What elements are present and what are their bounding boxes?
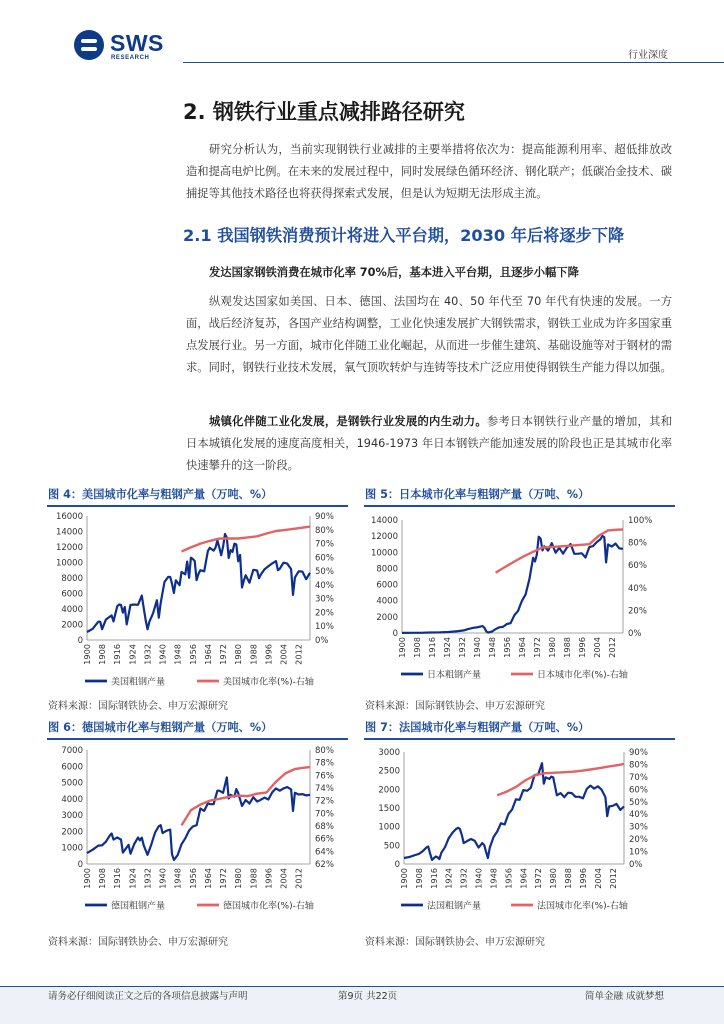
y-left-tick-label: 0 bbox=[77, 636, 83, 646]
y-left-tick-label: 2000 bbox=[61, 827, 83, 838]
paragraph-development: 纵观发达国家如美国、日本、德国、法国均在 40、50 年代至 70 年代有快速的发展。一方面，战后经济复苏，各国产业结构调整，工业化快速发展扩大钢铁需求，钢铁工业成为许多国家重点发展行业。另一方面，城市化伴随工业化崛起，从而进一步催生建筑、基础设施等对于钢材的需求。同时，钢铁行业技术发展，氧气顶吹转炉与连铸等技术广泛应用使得钢铁生产能力得以加强。 bbox=[186, 295, 672, 374]
y-right-tick-label: 68% bbox=[315, 822, 334, 832]
x-tick-label: 1900 bbox=[399, 868, 409, 889]
x-tick-label: 1996 bbox=[263, 868, 274, 889]
section-title: 2. 钢铁行业重点减排路径研究 bbox=[183, 100, 465, 124]
footer-slogan: 简单金融 成就梦想 bbox=[585, 991, 665, 1002]
y-left-tick-label: 8000 bbox=[376, 564, 398, 575]
y-right-tick-label: 76% bbox=[315, 771, 334, 782]
paragraph-urbanization-text: 参考日本钢铁行业产量的增加，其和日本城镇化发展的速度高度相关，1946-1973 年日本钢铁产能加速发展的阶段也正是其城市化率快速攀升的这一阶段。 bbox=[186, 415, 672, 472]
y-left-tick-label: 3000 bbox=[378, 748, 400, 758]
x-tick-label: 1900 bbox=[82, 868, 92, 889]
y-left-tick-label: 16000 bbox=[55, 512, 83, 522]
y-right-tick-label: 0% bbox=[628, 629, 642, 639]
y-left-tick-label: 0 bbox=[392, 629, 398, 639]
figure-5-rule bbox=[364, 505, 675, 507]
y-right-tick-label: 80% bbox=[628, 538, 647, 549]
y-right-tick-label: 72% bbox=[315, 796, 334, 807]
y-right-tick-label: 40% bbox=[315, 580, 334, 591]
x-tick-label: 1972 bbox=[531, 637, 542, 658]
x-tick-label: 1948 bbox=[172, 868, 183, 889]
y-right-tick-label: 62% bbox=[315, 860, 334, 870]
paragraph-urbanization-bold: 城镇化伴随工业化发展，是钢铁行业发展的内生动力。 bbox=[209, 415, 487, 428]
y-left-tick-label: 12000 bbox=[55, 543, 83, 553]
intro-paragraph: 研究分析认为，当前实现钢铁行业减排的主要举措将依次为：提高能源利用率、超低排放改造和提高电炉比例。在未来的发展过程中，同时发展绿色循环经济、钢化联产；低碳冶金技术、碳捕捉等其他技术路径也将获得探索式发展，但是认为短期无法形成主流。 bbox=[186, 143, 672, 200]
x-tick-label: 1956 bbox=[501, 637, 512, 658]
x-tick-label: 1948 bbox=[486, 637, 497, 658]
legend-label: 美国城市化率(%)-右轴 bbox=[223, 677, 314, 688]
y-right-tick-label: 100% bbox=[628, 516, 653, 526]
y-right-tick-label: 80% bbox=[629, 760, 648, 771]
x-tick-label: 1924 bbox=[127, 644, 138, 665]
x-tick-label: 1932 bbox=[142, 644, 153, 665]
y-right-tick-label: 60% bbox=[315, 553, 334, 564]
x-tick-label: 1948 bbox=[488, 868, 499, 889]
y-right-tick-label: 66% bbox=[315, 834, 334, 845]
x-tick-label: 1940 bbox=[157, 644, 168, 665]
x-tick-label: 1908 bbox=[411, 637, 422, 658]
y-right-tick-label: 70% bbox=[315, 809, 334, 820]
figure-5-title: 图 5：日本城市化率与粗钢产量（万吨、%） bbox=[365, 488, 590, 501]
y-left-tick-label: 14000 bbox=[370, 516, 398, 526]
x-tick-label: 1900 bbox=[397, 637, 407, 658]
footer-page-number: 第9页 共22页 bbox=[338, 991, 398, 1002]
y-right-tick-label: 30% bbox=[315, 594, 334, 605]
x-tick-label: 1988 bbox=[248, 644, 259, 665]
x-tick-label: 1948 bbox=[172, 644, 183, 665]
y-left-tick-label: 12000 bbox=[370, 532, 398, 543]
figure-4-source: 资料来源：国际钢铁协会、申万宏源研究 bbox=[48, 701, 228, 712]
x-tick-label: 1980 bbox=[548, 868, 559, 889]
us-steel-urbanization-chart bbox=[47, 508, 348, 692]
steel-output-line bbox=[87, 777, 310, 860]
legend-label: 美国粗钢产量 bbox=[111, 677, 166, 688]
x-tick-label: 1916 bbox=[112, 644, 123, 665]
paragraph-urbanization bbox=[186, 411, 672, 477]
y-left-tick-label: 10000 bbox=[370, 548, 398, 559]
logo-subtext: RESEARCH bbox=[111, 55, 150, 61]
x-tick-label: 1924 bbox=[127, 868, 138, 889]
x-tick-label: 2012 bbox=[606, 637, 617, 658]
figure-5-source: 资料来源：国际钢铁协会、申万宏源研究 bbox=[365, 701, 545, 712]
x-tick-label: 1980 bbox=[233, 868, 244, 889]
sws-logo bbox=[74, 30, 174, 66]
x-tick-label: 1916 bbox=[428, 868, 439, 889]
y-left-tick-label: 7000 bbox=[61, 746, 83, 756]
report-type-tag: 行业深度 bbox=[628, 50, 668, 61]
x-tick-label: 1916 bbox=[426, 637, 437, 658]
y-right-tick-label: 90% bbox=[629, 748, 648, 758]
x-tick-label: 1940 bbox=[473, 868, 484, 889]
figure-4-rule bbox=[47, 505, 348, 507]
x-tick-label: 2012 bbox=[293, 644, 304, 665]
figure-6-source: 资料来源：国际钢铁协会、申万宏源研究 bbox=[48, 937, 228, 948]
y-right-tick-label: 10% bbox=[315, 622, 334, 633]
y-right-tick-label: 60% bbox=[629, 785, 648, 796]
figure-7-source: 资料来源：国际钢铁协会、申万宏源研究 bbox=[365, 937, 545, 948]
x-tick-label: 1964 bbox=[202, 868, 213, 889]
y-right-tick-label: 10% bbox=[629, 847, 648, 858]
y-left-tick-label: 0 bbox=[394, 860, 400, 870]
figure-4-title: 图 4：美国城市化率与粗钢产量（万吨、%） bbox=[48, 488, 273, 501]
japan-steel-urbanization-chart bbox=[364, 508, 675, 692]
y-left-tick-label: 14000 bbox=[55, 527, 83, 538]
x-tick-label: 1980 bbox=[546, 637, 557, 658]
y-left-tick-label: 3000 bbox=[61, 811, 83, 822]
france-steel-urbanization-chart bbox=[364, 741, 675, 927]
figure-6-rule bbox=[47, 738, 348, 740]
legend-label: 法国城市化率(%)-右轴 bbox=[537, 901, 628, 912]
x-tick-label: 1988 bbox=[561, 637, 572, 658]
footer-disclaimer: 请务必仔细阅读正文之后的各项信息披露与声明 bbox=[48, 991, 248, 1002]
x-tick-label: 1940 bbox=[471, 637, 482, 658]
page-header bbox=[0, 0, 724, 66]
urbanization-rate-line bbox=[497, 764, 624, 795]
y-right-tick-label: 40% bbox=[628, 583, 647, 594]
subsection-title: 2.1 我国钢铁消费预计将进入平台期，2030 年后将逐步下降 bbox=[183, 226, 625, 245]
y-right-tick-label: 80% bbox=[315, 746, 334, 756]
x-tick-label: 1996 bbox=[577, 868, 588, 889]
x-tick-label: 2012 bbox=[293, 868, 304, 889]
urbanization-rate-line bbox=[182, 527, 311, 552]
figure-7-title: 图 7：法国城市化率与粗钢产量（万吨、%） bbox=[365, 721, 590, 734]
germany-steel-urbanization-chart bbox=[47, 741, 348, 927]
y-right-tick-label: 74% bbox=[315, 784, 334, 794]
y-left-tick-label: 1000 bbox=[61, 843, 83, 854]
x-tick-label: 1996 bbox=[263, 644, 274, 665]
y-left-tick-label: 8000 bbox=[61, 574, 83, 584]
y-right-tick-label: 40% bbox=[629, 810, 648, 821]
y-right-tick-label: 64% bbox=[315, 847, 334, 858]
y-left-tick-label: 1000 bbox=[378, 822, 400, 833]
x-tick-label: 1988 bbox=[248, 868, 259, 889]
y-right-tick-label: 80% bbox=[315, 525, 334, 536]
y-right-tick-label: 20% bbox=[315, 608, 334, 619]
y-left-tick-label: 2500 bbox=[378, 766, 400, 777]
legend-label: 日本粗钢产量 bbox=[427, 670, 482, 681]
x-tick-label: 1964 bbox=[202, 644, 213, 665]
legend-label: 日本城市化率(%)-右轴 bbox=[537, 670, 628, 681]
y-left-tick-label: 2000 bbox=[378, 785, 400, 796]
x-tick-label: 1972 bbox=[218, 644, 229, 665]
y-right-tick-label: 0% bbox=[629, 860, 643, 870]
x-tick-label: 2004 bbox=[278, 868, 289, 889]
x-tick-label: 1964 bbox=[518, 868, 529, 889]
x-tick-label: 1980 bbox=[233, 644, 244, 665]
x-tick-label: 1988 bbox=[563, 868, 574, 889]
x-tick-label: 1996 bbox=[576, 637, 587, 658]
x-tick-label: 1972 bbox=[533, 868, 544, 889]
x-tick-label: 1908 bbox=[97, 644, 108, 665]
x-tick-label: 1956 bbox=[187, 644, 198, 665]
x-tick-label: 1900 bbox=[82, 644, 92, 665]
x-tick-label: 2012 bbox=[607, 868, 618, 889]
x-tick-label: 2004 bbox=[591, 637, 602, 658]
x-tick-label: 1924 bbox=[441, 637, 452, 658]
y-left-tick-label: 2000 bbox=[376, 612, 398, 623]
y-right-tick-label: 50% bbox=[315, 567, 334, 578]
x-tick-label: 1908 bbox=[97, 868, 108, 889]
y-left-tick-label: 6000 bbox=[61, 589, 83, 600]
y-right-tick-label: 0% bbox=[315, 636, 329, 646]
x-tick-label: 1940 bbox=[157, 868, 168, 889]
legend-label: 德国粗钢产量 bbox=[111, 901, 166, 912]
y-left-tick-label: 2000 bbox=[61, 620, 83, 631]
y-left-tick-label: 0 bbox=[77, 860, 83, 870]
header-divider bbox=[183, 62, 724, 63]
y-left-tick-label: 4000 bbox=[376, 596, 398, 607]
y-left-tick-label: 10000 bbox=[55, 558, 83, 569]
x-tick-label: 1916 bbox=[112, 868, 123, 889]
y-right-tick-label: 50% bbox=[629, 797, 648, 808]
figure-6-title: 图 6：德国城市化率与粗钢产量（万吨、%） bbox=[48, 721, 273, 734]
x-tick-label: 2004 bbox=[592, 868, 603, 889]
steel-output-line bbox=[402, 536, 623, 633]
y-right-tick-label: 78% bbox=[315, 758, 334, 769]
x-tick-label: 2004 bbox=[278, 644, 289, 665]
y-right-tick-label: 70% bbox=[629, 772, 648, 783]
y-left-tick-label: 5000 bbox=[61, 778, 83, 789]
y-right-tick-label: 60% bbox=[628, 561, 647, 572]
y-right-tick-label: 90% bbox=[315, 512, 334, 522]
x-tick-label: 1956 bbox=[503, 868, 514, 889]
y-right-tick-label: 30% bbox=[629, 822, 648, 833]
logo-text: SWS bbox=[110, 30, 164, 56]
sws-logo-icon bbox=[74, 30, 104, 60]
x-tick-label: 1932 bbox=[458, 868, 469, 889]
x-tick-label: 1924 bbox=[443, 868, 454, 889]
y-right-tick-label: 20% bbox=[629, 835, 648, 846]
legend-label: 德国城市化率(%)-右轴 bbox=[223, 901, 314, 912]
steel-output-line bbox=[87, 534, 310, 632]
x-tick-label: 1908 bbox=[413, 868, 424, 889]
y-left-tick-label: 6000 bbox=[61, 762, 83, 773]
y-left-tick-label: 6000 bbox=[376, 580, 398, 591]
x-tick-label: 1932 bbox=[142, 868, 153, 889]
steel-output-line bbox=[404, 763, 624, 860]
x-tick-label: 1972 bbox=[218, 868, 229, 889]
y-left-tick-label: 4000 bbox=[61, 794, 83, 805]
x-tick-label: 1956 bbox=[187, 868, 198, 889]
y-left-tick-label: 1500 bbox=[378, 804, 400, 814]
legend-label: 法国粗钢产量 bbox=[427, 901, 482, 912]
y-left-tick-label: 500 bbox=[383, 841, 400, 852]
y-left-tick-label: 4000 bbox=[61, 605, 83, 615]
y-right-tick-label: 70% bbox=[315, 539, 334, 550]
lead-sentence: 发达国家钢铁消费在城市化率 70%后，基本进入平台期，且逐步小幅下降 bbox=[209, 266, 579, 279]
y-right-tick-label: 20% bbox=[628, 606, 647, 617]
x-tick-label: 1964 bbox=[516, 637, 527, 658]
figure-7-rule bbox=[364, 738, 675, 740]
x-tick-label: 1932 bbox=[456, 637, 467, 658]
